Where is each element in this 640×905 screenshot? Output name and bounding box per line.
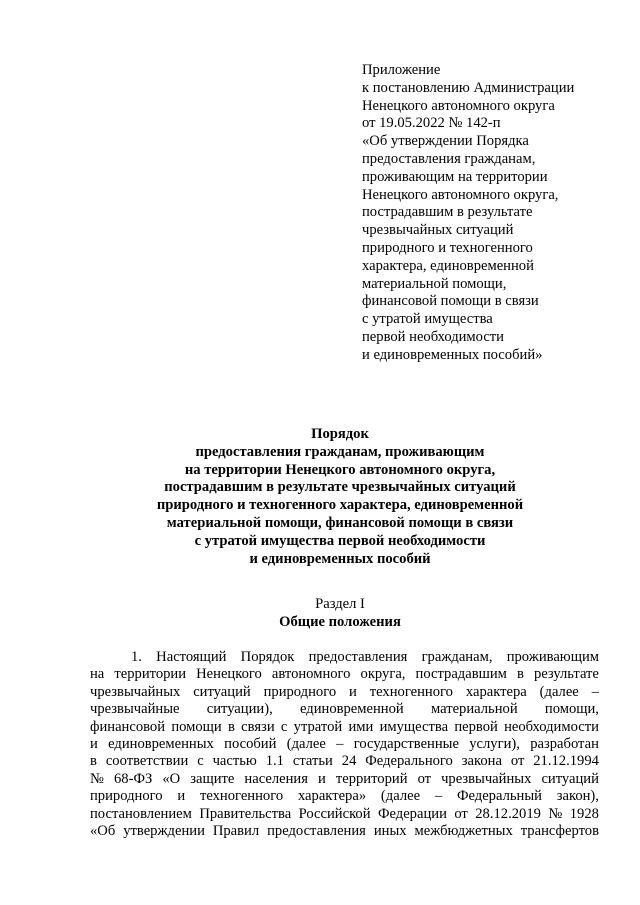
appendix-line: финансовой помощи в связи [362,293,539,310]
body-word: округа, [360,666,406,683]
body-line [90,684,599,701]
body-word: Правил [212,822,260,839]
body-word: ими [348,718,374,735]
body-word: пострадавшим [415,666,507,683]
body-line [90,806,599,823]
body-line [90,736,599,753]
title-line: материальной помощи, финансовой помощи в связи [166,514,514,531]
appendix-line: к постановлению Администрации [362,79,575,96]
body-word: финансовой [90,718,166,735]
body-word: природного [90,788,163,805]
body-word: закона [461,753,502,770]
body-word: государственные [353,735,459,752]
body-word: необходимости [504,718,599,735]
appendix-line: чрезвычайных ситуаций [362,222,514,239]
body-word: – [591,683,599,700]
body-word: – [434,788,443,805]
title-line: природного и техногенного характера, единовременной [156,497,524,514]
appendix-line: «Об утверждении Порядка [362,133,529,150]
body-paragraph [90,649,599,840]
body-word: характера [465,683,527,700]
appendix-line: материальной помощи, [362,275,507,292]
body-word: услуги), [469,735,520,752]
body-word: с [280,718,288,735]
title-line: с утратой имущества первой необходимости [194,532,486,549]
body-word: чрезвычайные [90,701,180,718]
body-word: территорий [335,770,408,787]
body-word: Федеральный [456,788,542,805]
body-word: 1. [131,649,142,665]
body-word: единовременной [299,701,404,718]
body-word: защите [190,770,235,787]
body-word: и [317,770,326,787]
body-word: и [177,788,186,805]
body-word: чрезвычайных [90,683,181,700]
body-word: межбюджетных [414,822,513,839]
body-word: разработан [530,735,599,752]
body-word: (далее [286,735,326,752]
appendix-line: природного и техногенного [362,239,533,256]
appendix-line: пострадавшим в результате [362,204,533,221]
body-word: в [516,666,524,683]
body-word: и [90,735,98,752]
body-word: материальной [430,701,518,718]
body-word: связи [241,718,275,735]
body-word: Российской [298,805,371,822]
body-word: постановлением [90,805,192,822]
body-word: имущества [379,718,449,735]
body-word: техногенного [199,788,284,805]
body-word: ситуаций [541,770,599,787]
body-word: закон), [556,788,599,805]
section-name: Общие положения [279,613,401,630]
appendix-block [362,62,622,365]
body-word: первой [454,718,498,735]
body-word: (далее [539,683,579,700]
body-word: Федерального [365,753,453,770]
body-word: автономного [271,666,351,683]
body-word: населения [244,770,308,787]
body-word: в [90,753,97,770]
body-word: от [510,753,525,770]
appendix-line: Приложение [362,62,441,78]
body-line [90,666,599,683]
body-line [90,823,599,840]
body-word: Федерации [377,805,447,822]
body-word: территории [114,666,187,683]
body-word: единовременных [108,735,214,752]
body-word: утратой [293,718,343,735]
appendix-line: с утратой имущества [362,311,493,328]
body-word: на [90,666,105,683]
body-word: (далее [380,788,421,805]
body-word: техногенного [369,683,453,700]
body-word: предоставления [308,649,408,665]
section-heading [90,596,590,632]
body-word: пособий [224,735,277,752]
body-line [90,788,599,805]
body-word: гражданам, [421,649,493,665]
body-word: Правительства [199,805,292,822]
appendix-line: проживающим на территории [362,168,548,185]
body-line [90,701,599,718]
body-word: № [90,770,104,787]
body-word: 68-ФЗ [113,770,153,787]
body-word: статьи [292,753,333,770]
body-word: «Об [90,822,116,839]
title-line: Порядок [311,426,369,442]
body-word: 24 [341,753,357,770]
body-line [90,771,599,788]
body-word: с [197,753,204,770]
body-word: трансфертов [520,822,599,839]
body-line [90,753,599,770]
body-word: 21.12.1994 [533,753,599,770]
body-word: от [417,770,432,787]
body-line [90,649,599,666]
document-title [90,426,590,568]
appendix-line: предоставления гражданам, [362,150,536,167]
appendix-line: Ненецкого автономного округа [362,97,555,114]
body-word: утверждении [123,822,205,839]
title-line: и единовременных пособий [249,550,431,567]
body-word: иных [373,822,407,839]
body-word: Порядок [240,649,295,665]
body-line [90,719,599,736]
title-line: на территории Ненецкого автономного округа, [184,461,496,478]
body-word: помощи, [544,701,599,718]
title-line: предоставления гражданам, проживающим [195,443,485,460]
body-word: ситуаций [193,683,251,700]
body-word: Ненецкого [196,666,262,683]
body-word: частью [212,753,257,770]
body-word: предоставления [267,822,366,839]
body-word: от [454,805,468,822]
body-word: «О [162,770,181,787]
body-word: 1.1 [265,753,284,770]
body-word: чрезвычайных [441,770,532,787]
body-word: соответствии [105,753,189,770]
body-word: ситуации), [206,701,273,718]
body-word: результате [533,666,599,683]
body-word: в [228,718,235,735]
section-number: Раздел I [315,596,365,612]
title-line: пострадавшим в результате чрезвычайных ситуаций [164,479,516,496]
body-word: и [349,683,357,700]
body-word: проживающим [506,649,599,665]
body-word: № [548,805,563,822]
body-word: 1928 [569,805,599,822]
appendix-line: и единовременных пособий» [362,346,543,363]
body-word: природного [263,683,337,700]
body-word: 28.12.2019 [475,805,541,822]
body-word: характера» [297,788,367,805]
appendix-line: характера, единовременной [362,257,534,274]
appendix-line: первой необходимости [362,328,504,345]
appendix-line: Ненецкого автономного округа, [362,186,559,203]
appendix-line: от 19.05.2022 № 142-п [362,115,501,132]
body-word: – [336,735,344,752]
body-word: Настоящий [156,649,227,665]
body-word: помощи [171,718,222,735]
